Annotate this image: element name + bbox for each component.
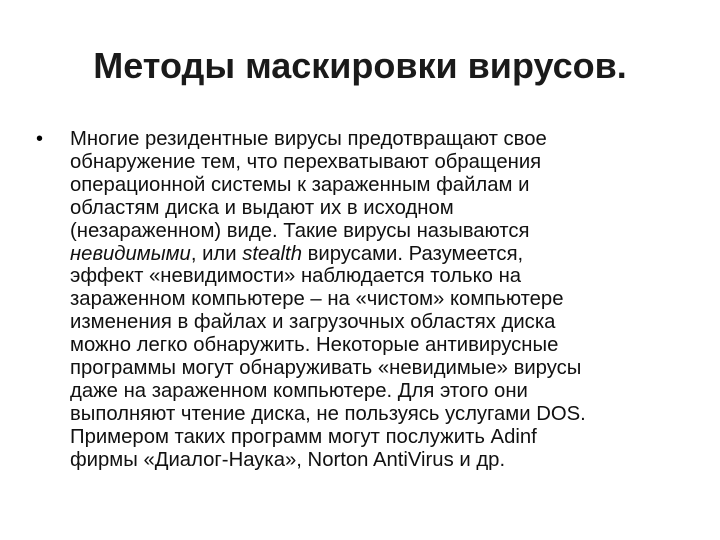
- bullet-item: [36, 128, 696, 472]
- paragraph-line: программы могут обнаруживать «невидимые» вирусы: [70, 357, 582, 380]
- paragraph-line: операционной системы к зараженным файлам и: [70, 173, 530, 196]
- paragraph-line: можно легко обнаружить. Некоторые антивирусные: [70, 334, 559, 357]
- paragraph-line: (незараженном) виде. Такие вирусы называются: [70, 219, 530, 242]
- italic-term-stealth: stealth: [242, 242, 302, 265]
- paragraph-line: выполняют чтение диска, не пользуясь услугами DOS.: [70, 402, 586, 425]
- paragraph-line: [70, 243, 696, 266]
- slide-body: [36, 128, 696, 472]
- paragraph-line: Многие резидентные вирусы предотвращают свое: [70, 128, 547, 150]
- paragraph-line: даже на зараженном компьютере. Для этого они: [70, 379, 528, 402]
- bullet-paragraph: [70, 128, 696, 472]
- paragraph-fragment: вирусами. Разумеется,: [301, 242, 524, 265]
- paragraph-line: фирмы «Диалог-Наука», Norton AntiVirus и др.: [70, 448, 506, 471]
- slide-title: Методы маскировки вирусов.: [93, 45, 627, 86]
- italic-term-invisible: невидимыми: [70, 242, 191, 265]
- paragraph-line: изменения в файлах и загрузочных областях диска: [70, 311, 556, 334]
- paragraph-line: областям диска и выдают их в исходном: [70, 196, 454, 219]
- paragraph-line: Примером таких программ могут послужить Adinf: [70, 425, 537, 448]
- paragraph-line: зараженном компьютере – на «чистом» компьютере: [70, 288, 564, 311]
- paragraph-line: эффект «невидимости» наблюдается только на: [70, 265, 522, 288]
- paragraph-fragment: , или: [190, 242, 243, 265]
- bullet-marker: •: [36, 128, 44, 150]
- paragraph-line: обнаружение тем, что перехватывают обращения: [70, 150, 542, 173]
